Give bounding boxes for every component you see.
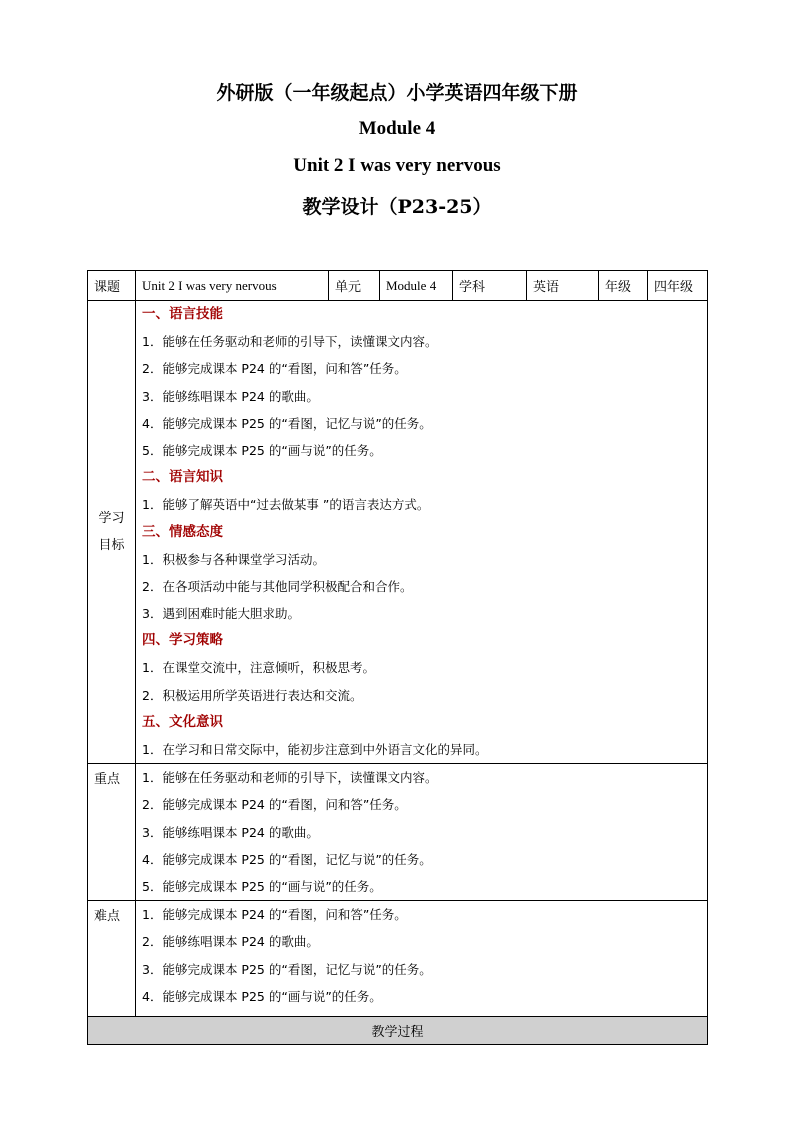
difficult-points-content (136, 901, 708, 1017)
topic-value: Unit 2 I was very nervous (136, 271, 329, 301)
objectives-content (136, 301, 708, 764)
list-item: 2．能够完成课本 P24 的“看图，问和答”任务。 (142, 361, 407, 377)
process-row (88, 1016, 708, 1044)
list-item: 2．能够练唱课本 P24 的歌曲。 (142, 934, 319, 950)
module-heading: Module 4 (358, 118, 436, 139)
grade-label: 年级 (599, 271, 648, 301)
unit-heading: Unit 2 I was very nervous (293, 155, 501, 176)
objectives-label-line1: 学习 (98, 511, 125, 527)
grade-value: 四年级 (648, 271, 708, 301)
difficult-points-label: 难点 (88, 901, 136, 1017)
list-item: 4．能够完成课本 P25 的“画与说”的任务。 (142, 988, 382, 1004)
list-item: 3．遇到困难时能大胆求助。 (142, 606, 300, 622)
list-item: 1．能够在任务驱动和老师的引导下，读懂课文内容。 (142, 334, 438, 350)
list-item: 2．积极运用所学英语进行表达和交流。 (142, 687, 363, 703)
section-heading: 一、语言技能 (142, 306, 223, 322)
objectives-row (88, 301, 708, 764)
unit-value: Module 4 (380, 271, 453, 301)
difficult-points-row (88, 901, 708, 1017)
document-title: 外研版（一年级起点）小学英语四年级下册 (216, 82, 578, 104)
list-item: 1．在学习和日常交际中，能初步注意到中外语言文化的异同。 (142, 742, 488, 757)
key-points-row (88, 764, 708, 901)
list-item: 4．能够完成课本 P25 的“看图，记忆与说”的任务。 (142, 851, 432, 867)
list-item: 4．能够完成课本 P25 的“看图，记忆与说”的任务。 (142, 415, 432, 431)
list-item: 1．在课堂交流中，注意倾听，积极思考。 (142, 660, 375, 676)
list-item: 3．能够练唱课本 P24 的歌曲。 (142, 824, 319, 840)
list-item: 3．能够练唱课本 P24 的歌曲。 (142, 388, 319, 404)
teaching-process-label: 教学过程 (88, 1016, 708, 1044)
design-heading: 教学设计（P23-25） (302, 196, 492, 218)
section-heading: 五、文化意识 (142, 713, 223, 730)
lesson-plan-table (87, 270, 708, 1045)
list-item: 2．在各项活动中能与其他同学积极配合和合作。 (142, 578, 413, 594)
list-item: 5．能够完成课本 P25 的“画与说”的任务。 (142, 878, 382, 894)
key-points-label: 重点 (88, 764, 136, 901)
list-item: 1．积极参与各种课堂学习活动。 (142, 551, 325, 567)
subject-label: 学科 (453, 271, 527, 301)
section-heading: 二、语言知识 (142, 469, 223, 486)
key-points-content (136, 764, 708, 901)
objectives-label-line2: 目标 (98, 538, 125, 554)
list-item: 5．能够完成课本 P25 的“画与说”的任务。 (142, 442, 382, 458)
subject-value: 英语 (527, 271, 599, 301)
info-row (88, 271, 708, 301)
list-item: 1．能够完成课本 P24 的“看图，问和答”任务。 (142, 907, 407, 923)
list-item: 3．能够完成课本 P25 的“看图，记忆与说”的任务。 (142, 961, 432, 977)
section-heading: 三、情感态度 (142, 523, 223, 540)
section-heading: 四、学习策略 (142, 632, 223, 649)
topic-label: 课题 (88, 271, 136, 301)
unit-label: 单元 (329, 271, 380, 301)
list-item: 2．能够完成课本 P24 的“看图，问和答”任务。 (142, 797, 407, 813)
objectives-label (88, 301, 136, 764)
list-item: 1．能够了解英语中“过去做某事 ”的语言表达方式。 (142, 497, 430, 513)
list-item: 1．能够在任务驱动和老师的引导下，读懂课文内容。 (142, 770, 438, 786)
